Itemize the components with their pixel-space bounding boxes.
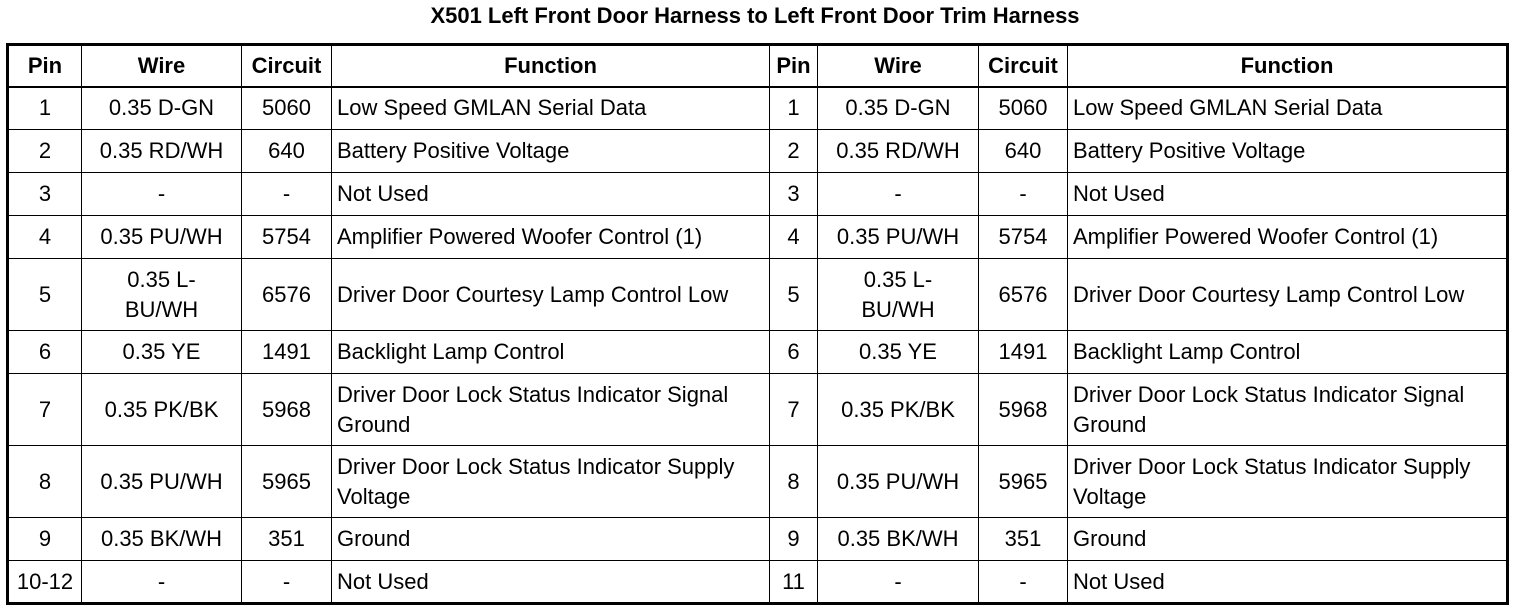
right-wire-text: - bbox=[894, 568, 902, 594]
header-wire-right: Wire bbox=[818, 45, 979, 87]
right-circuit-cell: - bbox=[979, 561, 1068, 604]
table-row bbox=[8, 87, 1508, 130]
header-function-left: Function bbox=[332, 45, 770, 87]
right-function-cell: Battery Positive Voltage bbox=[1068, 130, 1508, 173]
right-pin-cell: 1 bbox=[770, 87, 818, 130]
left-wire-cell bbox=[82, 374, 242, 446]
left-pin-cell: 5 bbox=[8, 259, 82, 331]
header-circuit-left: Circuit bbox=[242, 45, 332, 87]
right-pin-cell: 9 bbox=[770, 518, 818, 561]
right-pin-cell: 4 bbox=[770, 216, 818, 259]
left-circuit-cell: 640 bbox=[242, 130, 332, 173]
left-pin-cell: 9 bbox=[8, 518, 82, 561]
right-wire-cell bbox=[818, 374, 979, 446]
right-pin-cell: 7 bbox=[770, 374, 818, 446]
pin-table bbox=[6, 43, 1509, 605]
left-circuit-cell: - bbox=[242, 561, 332, 604]
table-row bbox=[8, 561, 1508, 604]
right-pin-cell: 5 bbox=[770, 259, 818, 331]
left-circuit-cell: 5754 bbox=[242, 216, 332, 259]
right-function-cell: Driver Door Courtesy Lamp Control Low bbox=[1068, 259, 1508, 331]
left-pin-cell: 8 bbox=[8, 446, 82, 518]
table-row bbox=[8, 331, 1508, 374]
left-function-cell: Amplifier Powered Woofer Control (1) bbox=[332, 216, 770, 259]
left-pin-cell: 7 bbox=[8, 374, 82, 446]
left-function-cell: Not Used bbox=[332, 561, 770, 604]
right-circuit-cell: 1491 bbox=[979, 331, 1068, 374]
table-body bbox=[8, 87, 1508, 604]
right-wire-text: 0.35 RD/WH bbox=[836, 138, 960, 163]
left-circuit-cell: 1491 bbox=[242, 331, 332, 374]
table-row bbox=[8, 259, 1508, 331]
left-wire-text: - bbox=[157, 181, 166, 206]
left-function-cell: Driver Door Lock Status Indicator Signal Ground bbox=[332, 374, 770, 446]
left-wire-cell bbox=[82, 130, 242, 173]
right-wire-cell bbox=[818, 173, 979, 216]
left-wire-text: 0.35 PU/WH bbox=[100, 224, 223, 249]
left-wire-cell bbox=[82, 259, 242, 331]
right-function-cell: Low Speed GMLAN Serial Data bbox=[1068, 87, 1508, 130]
page-title: X501 Left Front Door Harness to Left Front Door Trim Harness bbox=[430, 3, 1080, 28]
right-circuit-cell: 640 bbox=[979, 130, 1068, 173]
left-pin-cell: 6 bbox=[8, 331, 82, 374]
left-function-cell: Driver Door Courtesy Lamp Control Low bbox=[332, 259, 770, 331]
right-wire-text: 0.35 D-GN bbox=[845, 95, 951, 121]
left-wire-text: 0.35 L-BU/WH bbox=[124, 266, 199, 322]
right-wire-text: - bbox=[894, 181, 902, 206]
left-function-cell: Ground bbox=[332, 518, 770, 561]
right-circuit-cell: 5965 bbox=[979, 446, 1068, 518]
left-wire-cell bbox=[82, 173, 242, 216]
left-function-cell: Low Speed GMLAN Serial Data bbox=[332, 87, 770, 130]
header-pin-left: Pin bbox=[8, 45, 82, 87]
left-wire-text: 0.35 PU/WH bbox=[100, 468, 223, 494]
table-row bbox=[8, 374, 1508, 446]
left-wire-text: 0.35 PK/BK bbox=[104, 396, 219, 422]
left-wire-cell bbox=[82, 561, 242, 604]
left-pin-cell: 10-12 bbox=[8, 561, 82, 604]
table-row bbox=[8, 173, 1508, 216]
table-row bbox=[8, 216, 1508, 259]
header-wire-left: Wire bbox=[82, 45, 242, 87]
right-wire-cell bbox=[818, 259, 979, 331]
right-wire-text: 0.35 PK/BK bbox=[841, 396, 955, 422]
right-wire-cell bbox=[818, 130, 979, 173]
left-pin-cell: 1 bbox=[8, 87, 82, 130]
left-function-cell: Backlight Lamp Control bbox=[332, 331, 770, 374]
table-row bbox=[8, 446, 1508, 518]
left-wire-text: 0.35 BK/WH bbox=[100, 526, 223, 551]
left-circuit-cell: 5060 bbox=[242, 87, 332, 130]
right-wire-cell bbox=[818, 561, 979, 604]
left-circuit-cell: 5968 bbox=[242, 374, 332, 446]
right-function-cell: Not Used bbox=[1068, 561, 1508, 604]
right-circuit-cell: 351 bbox=[979, 518, 1068, 561]
right-wire-cell bbox=[818, 331, 979, 374]
right-wire-text: 0.35 PU/WH bbox=[836, 224, 960, 249]
right-function-cell: Backlight Lamp Control bbox=[1068, 331, 1508, 374]
left-wire-text: - bbox=[157, 568, 166, 594]
right-pin-cell: 2 bbox=[770, 130, 818, 173]
left-pin-cell: 2 bbox=[8, 130, 82, 173]
right-wire-text: 0.35 YE bbox=[859, 339, 937, 364]
right-circuit-cell: 5968 bbox=[979, 374, 1068, 446]
left-circuit-cell: - bbox=[242, 173, 332, 216]
right-circuit-cell: 5754 bbox=[979, 216, 1068, 259]
right-wire-cell bbox=[818, 87, 979, 130]
left-wire-cell bbox=[82, 331, 242, 374]
right-wire-cell bbox=[818, 446, 979, 518]
right-wire-cell bbox=[818, 518, 979, 561]
right-circuit-cell: 5060 bbox=[979, 87, 1068, 130]
left-wire-cell bbox=[82, 87, 242, 130]
left-wire-text: 0.35 D-GN bbox=[108, 95, 215, 121]
left-pin-cell: 3 bbox=[8, 173, 82, 216]
right-pin-cell: 8 bbox=[770, 446, 818, 518]
left-wire-cell bbox=[82, 446, 242, 518]
right-function-cell: Not Used bbox=[1068, 173, 1508, 216]
right-wire-text: 0.35 L-BU/WH bbox=[861, 266, 935, 322]
right-pin-cell: 6 bbox=[770, 331, 818, 374]
right-function-cell: Driver Door Lock Status Indicator Supply Voltage bbox=[1068, 446, 1508, 518]
right-circuit-cell: - bbox=[979, 173, 1068, 216]
right-function-cell: Amplifier Powered Woofer Control (1) bbox=[1068, 216, 1508, 259]
header-row bbox=[8, 45, 1508, 87]
right-pin-cell: 11 bbox=[770, 561, 818, 604]
left-wire-cell bbox=[82, 518, 242, 561]
header-pin-right: Pin bbox=[770, 45, 818, 87]
right-wire-cell bbox=[818, 216, 979, 259]
right-function-cell: Driver Door Lock Status Indicator Signal Ground bbox=[1068, 374, 1508, 446]
left-wire-text: 0.35 YE bbox=[122, 339, 201, 364]
left-circuit-cell: 5965 bbox=[242, 446, 332, 518]
table-row bbox=[8, 518, 1508, 561]
left-function-cell: Battery Positive Voltage bbox=[332, 130, 770, 173]
header-function-right: Function bbox=[1068, 45, 1508, 87]
right-wire-text: 0.35 PU/WH bbox=[836, 468, 960, 494]
table-row bbox=[8, 130, 1508, 173]
right-function-cell: Ground bbox=[1068, 518, 1508, 561]
header-circuit-right: Circuit bbox=[979, 45, 1068, 87]
left-wire-text: 0.35 RD/WH bbox=[99, 138, 224, 163]
left-wire-cell bbox=[82, 216, 242, 259]
left-circuit-cell: 6576 bbox=[242, 259, 332, 331]
left-pin-cell: 4 bbox=[8, 216, 82, 259]
left-circuit-cell: 351 bbox=[242, 518, 332, 561]
left-function-cell: Driver Door Lock Status Indicator Supply Voltage bbox=[332, 446, 770, 518]
right-pin-cell: 3 bbox=[770, 173, 818, 216]
left-function-cell: Not Used bbox=[332, 173, 770, 216]
right-circuit-cell: 6576 bbox=[979, 259, 1068, 331]
right-wire-text: 0.35 BK/WH bbox=[837, 526, 959, 551]
